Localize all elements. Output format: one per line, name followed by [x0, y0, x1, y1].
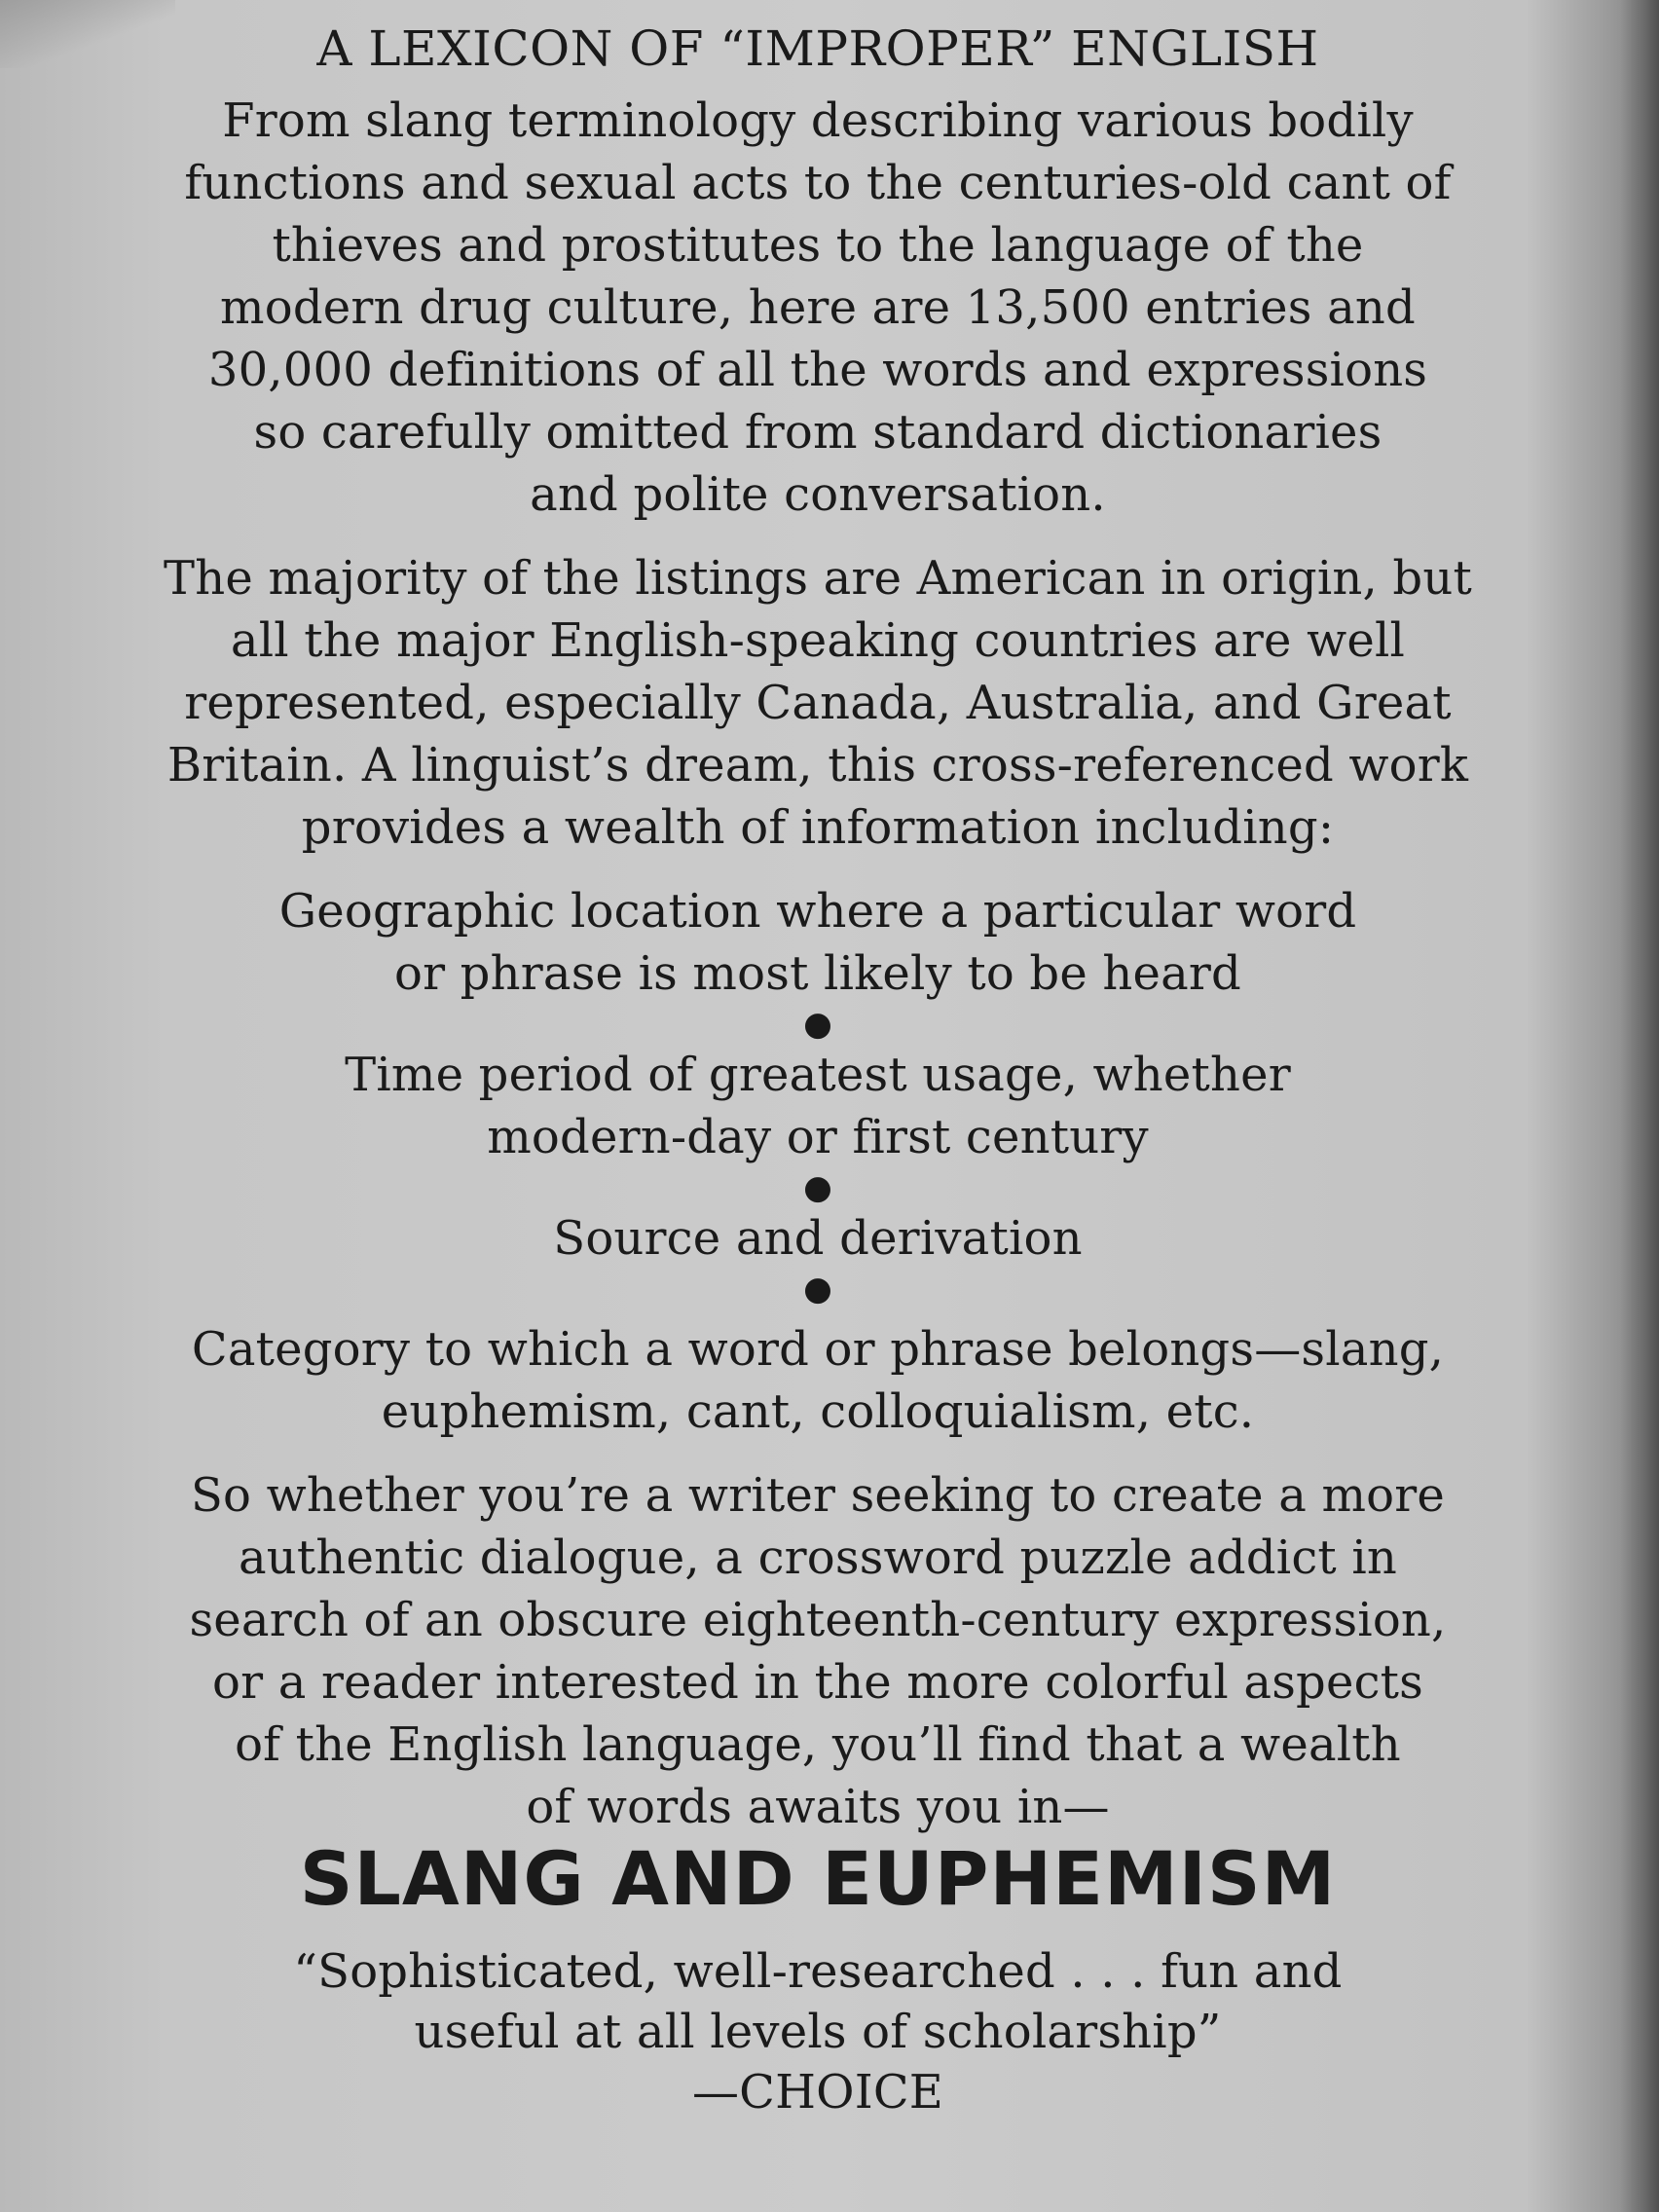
- feature-line: modern-day or first century: [487, 1110, 1149, 1164]
- bullet-icon: ●: [803, 1005, 832, 1044]
- intro-line: modern drug culture, here are 13,500 entries and: [220, 280, 1416, 335]
- closing-line: authentic dialogue, a crossword puzzle addict in: [238, 1530, 1398, 1585]
- feature-line: Geographic location where a particular word: [278, 884, 1357, 939]
- quote-line: “Sophisticated, well-researched . . . fun and: [293, 1944, 1343, 1999]
- book-title: SLANG AND EUPHEMISM: [299, 1835, 1337, 1922]
- closing-line: of words awaits you in—: [526, 1780, 1110, 1834]
- bullet-icon: ●: [803, 1168, 832, 1207]
- origin-line: The majority of the listings are American in origin, but: [164, 551, 1472, 606]
- feature-source: [107, 1207, 1529, 1270]
- bullet-icon: ●: [803, 1270, 832, 1309]
- cover-heading: A LEXICON OF “IMPROPER” ENGLISH: [316, 20, 1319, 77]
- feature-line: Source and derivation: [553, 1211, 1083, 1266]
- closing-line: So whether you’re a writer seeking to create a more: [190, 1468, 1446, 1523]
- closing-line: or a reader interested in the more colorful aspects: [212, 1655, 1423, 1710]
- origin-line: provides a wealth of information including:: [301, 800, 1335, 855]
- closing-line: search of an obscure eighteenth-century expression,: [189, 1593, 1447, 1647]
- feature-line: Category to which a word or phrase belongs—slang,: [191, 1322, 1445, 1377]
- quote-attribution: —CHOICE: [691, 2065, 944, 2120]
- feature-category: [107, 1318, 1529, 1443]
- intro-line: From slang terminology describing various bodily: [222, 93, 1414, 148]
- intro-paragraph: [107, 90, 1529, 526]
- review-quote: [107, 1941, 1529, 2122]
- feature-line: or phrase is most likely to be heard: [393, 946, 1241, 1001]
- quote-line: useful at all levels of scholarship”: [414, 2005, 1222, 2059]
- spine-shadow: [1620, 0, 1659, 2212]
- origin-line: all the major English-speaking countries are well: [230, 613, 1406, 668]
- closing-paragraph: [107, 1464, 1529, 1838]
- intro-line: and polite conversation.: [530, 467, 1106, 522]
- feature-line: euphemism, cant, colloquialism, etc.: [381, 1384, 1255, 1439]
- intro-line: thieves and prostitutes to the language of the: [272, 218, 1364, 273]
- feature-line: Time period of greatest usage, whether: [345, 1048, 1291, 1102]
- intro-line: 30,000 definitions of all the words and expressions: [207, 343, 1428, 397]
- origin-line: Britain. A linguist’s dream, this cross-referenced work: [166, 738, 1469, 793]
- cover-text: [107, 18, 1529, 2122]
- closing-line: of the English language, you’ll find that a wealth: [235, 1717, 1401, 1772]
- intro-line: functions and sexual acts to the centuries-old cant of: [184, 156, 1452, 210]
- origin-line: represented, especially Canada, Australia, and Great: [184, 676, 1452, 730]
- feature-geographic-location: [107, 880, 1529, 1005]
- origin-paragraph: [107, 547, 1529, 859]
- feature-time-period: [107, 1044, 1529, 1168]
- intro-line: so carefully omitted from standard dictionaries: [253, 405, 1382, 460]
